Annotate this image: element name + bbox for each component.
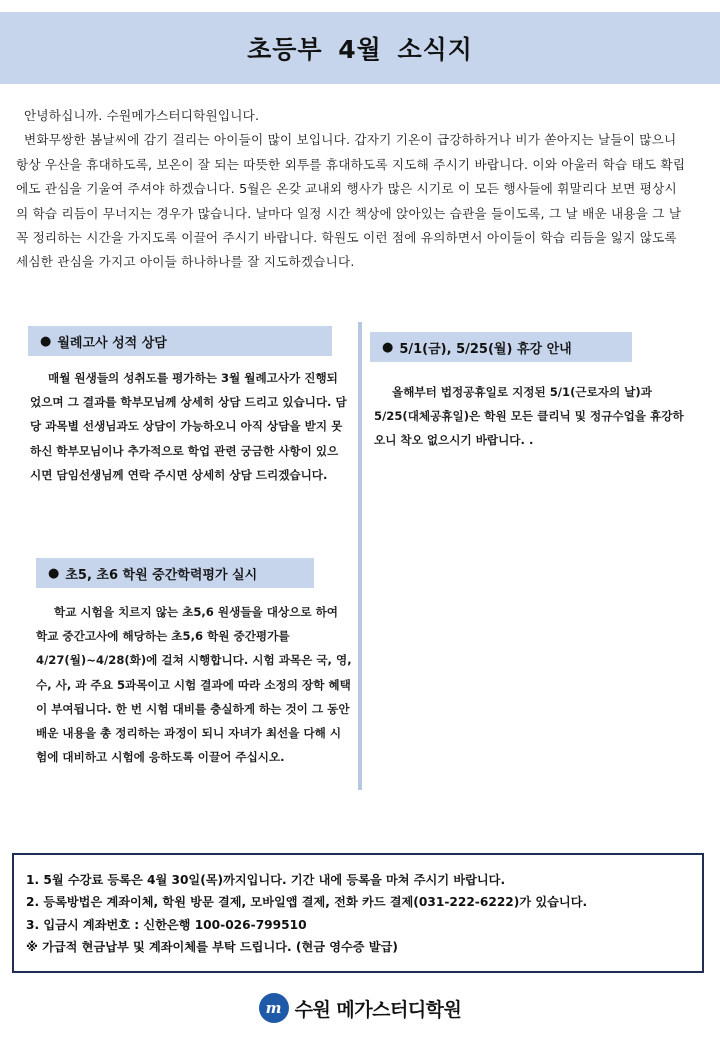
page-title: 초등부 4월 소식지 bbox=[247, 35, 473, 64]
section-body-monthly-exam: 매월 원생들의 성취도를 평가하는 3월 월례고사가 진행되었으며 그 결과를 학부모님께 상세히 상담 드리고 있습니다. 담당 과목별 선생님과도 상담이 가능하오니 아직 상담을 받지 못하신 학부모님이나 추가적으로 학업 관련 궁금한 사항이 있으시면 담임선생님께 연락 주시면 상세히 상담 드리겠습니다. bbox=[30, 371, 347, 482]
notice-line: ※ 가급적 현금납부 및 계좌이체를 부탁 드립니다. (현금 영수증 발급) bbox=[26, 940, 398, 955]
megastudy-logo-icon: m bbox=[259, 993, 289, 1023]
bullet-icon: ● bbox=[40, 333, 52, 349]
registration-notice-box bbox=[12, 853, 704, 973]
intro-paragraph bbox=[16, 104, 688, 275]
section-heading-text: 5/1(금), 5/25(월) 휴강 안내 bbox=[399, 341, 572, 357]
bullet-icon: ● bbox=[48, 565, 60, 581]
notice-line: 1. 5월 수강료 등록은 4월 30일(목)까지입니다. 기간 내에 등록을 마쳐 주시기 바랍니다. bbox=[26, 873, 506, 887]
bullet-icon: ● bbox=[382, 339, 394, 355]
section-heading-midterm bbox=[36, 558, 314, 588]
section-heading-text: 월례고사 성적 상담 bbox=[57, 335, 167, 351]
intro-body: 변화무쌍한 봄날씨에 감기 걸리는 아이들이 많이 보입니다. 갑자기 기온이 급강하하거나 비가 쏟아지는 날들이 많으니 항상 우산을 휴대하도록, 보온이 잘 되는 따뜻한 외투를 휴대하도록 지도해 주시기 바랍니다. 이와 아울러 학습 태도 확립에도 관심을 기울여 주셔야 하겠습니다. 5월은 온갖 교내외 행사가 많은 시기로 이 모든 행사들에 휘말리다 보면 평상시의 학습 리듬이 무너지는 경우가 많습니다. 날마다 일정 시간 책상에 앉아있는 습관을 들이도록, 그 날 배운 내용을 그 날 꼭 정리하는 시간을 가지도록 이끌어 주시기 바랍니다. 학원도 이런 점에 유의하면서 아이들이 학습 리듬을 잃지 않도록 세심한 관심을 가지고 아이들 하나하나를 잘 지도하겠습니다. bbox=[16, 132, 686, 270]
section-body-holiday: 올해부터 법정공휴일로 지정된 5/1(근로자의 날)과 5/25(대체공휴일)은 학원 모든 클리닉 및 정규수업을 휴강하오니 착오 없으시기 바랍니다. . bbox=[374, 385, 684, 448]
column-divider bbox=[358, 322, 362, 790]
section-heading-holiday bbox=[370, 332, 632, 362]
notice-line: 3. 입금시 계좌번호 : 신한은행 100-026-799510 bbox=[26, 917, 307, 932]
intro-greeting: 안녕하십니까. 수원메가스터디학원입니다. bbox=[24, 108, 260, 123]
section-body-midterm: 학교 시험을 치르지 않는 초5,6 원생들을 대상으로 하여 학교 중간고사에 해당하는 초5,6 학원 중간평가를 4/27(월)~4/28(화)에 걸쳐 시행합니다. 시험 과목은 국, 영, 수, 사, 과 주요 5과목이고 시험 결과에 따라 소정의 장학 혜택이 부여됩니다. 한 번 시험 대비를 충실하게 하는 것이 그 동안 배운 내용을 총 정리하는 과정이 되니 자녀가 최선을 다해 시험에 대비하고 시험에 응하도록 이끌어 주십시오. bbox=[36, 605, 352, 765]
section-heading-monthly-exam bbox=[28, 326, 332, 356]
section-heading-text: 초5, 초6 학원 중간학력평가 실시 bbox=[65, 567, 258, 583]
notice-line: 2. 등록방법은 계좌이체, 학원 방문 결제, 모바일앱 결제, 전화 카드 결제(031-222-6222)가 있습니다. bbox=[26, 895, 588, 910]
brand-name: 수원 메가스터디학원 bbox=[294, 998, 462, 1021]
title-banner bbox=[0, 12, 720, 84]
footer-logo bbox=[0, 990, 720, 1026]
